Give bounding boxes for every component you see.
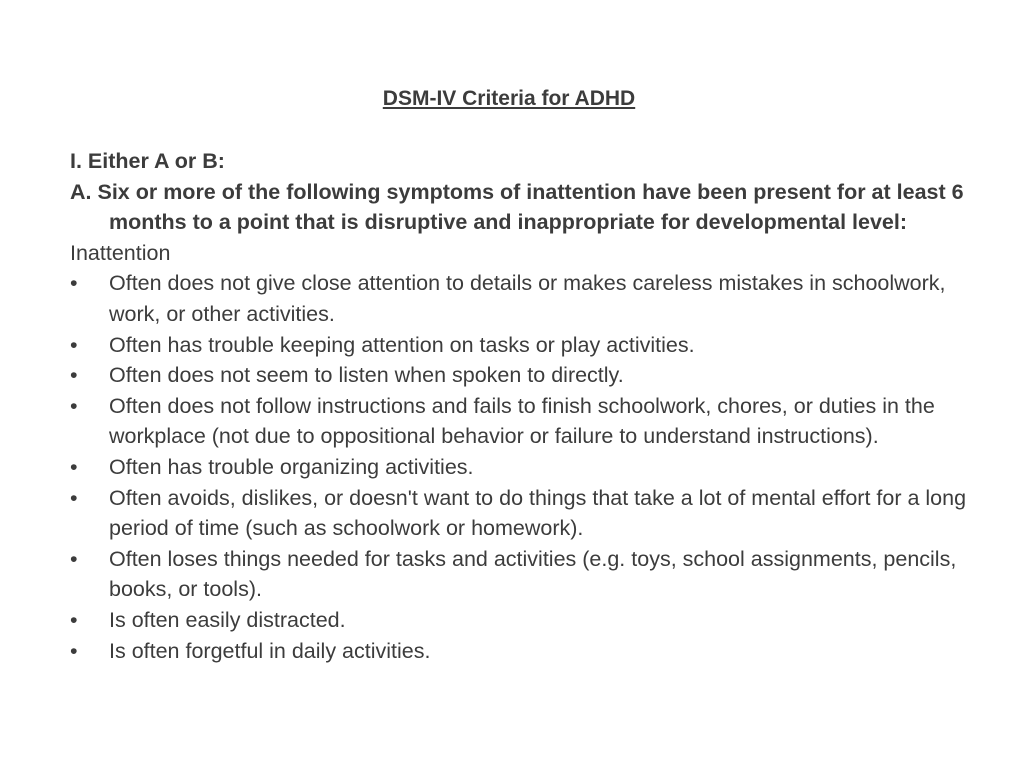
slide-body xyxy=(70,146,970,666)
symptom-list xyxy=(70,268,970,666)
bullet-icon: • xyxy=(70,332,78,357)
criterion-a: A. Six or more of the following symptoms of inattention have been present for at least 6 months to a point that is disruptive and inappropriate for developmental level: xyxy=(70,179,964,235)
symptom-text: Often does not follow instructions and fails to finish schoolwork, chores, or duties in the workplace (not due to oppositional behavior or failure to understand instructions). xyxy=(109,393,935,449)
symptom-text: Is often forgetful in daily activities. xyxy=(109,638,431,663)
symptom-text: Often loses things needed for tasks and activities (e.g. toys, school assignments, pencils, books, or tools). xyxy=(109,546,957,602)
symptom-text: Often does not seem to listen when spoken to directly. xyxy=(109,363,624,388)
symptom-text: Often has trouble keeping attention on tasks or play activities. xyxy=(109,332,695,357)
list-item xyxy=(70,636,970,667)
list-item xyxy=(70,330,970,361)
section-heading-inattention: Inattention xyxy=(70,240,171,265)
list-item xyxy=(70,391,970,452)
symptom-text: Often avoids, dislikes, or doesn't want to do things that take a lot of mental effort for a long period of time (such as schoolwork or homework). xyxy=(109,485,967,541)
criterion-intro: I. Either A or B: xyxy=(70,149,225,173)
bullet-icon: • xyxy=(70,393,78,418)
list-item xyxy=(70,483,970,544)
bullet-icon: • xyxy=(70,607,78,632)
bullet-icon: • xyxy=(70,363,78,388)
symptom-text: Often does not give close attention to details or makes careless mistakes in schoolwork, work, or other activities. xyxy=(109,271,946,326)
bullet-icon: • xyxy=(70,454,78,479)
symptom-text: Often has trouble organizing activities. xyxy=(109,454,474,479)
list-item xyxy=(70,544,970,605)
slide-title: DSM-IV Criteria for ADHD xyxy=(382,87,636,110)
bullet-icon: • xyxy=(70,271,78,296)
bullet-icon: • xyxy=(70,485,78,510)
list-item xyxy=(70,360,970,391)
list-item xyxy=(70,605,970,636)
bullet-icon: • xyxy=(70,546,78,571)
symptom-text: Is often easily distracted. xyxy=(109,607,346,632)
list-item xyxy=(70,268,970,329)
list-item xyxy=(70,452,970,483)
bullet-icon: • xyxy=(70,638,78,663)
